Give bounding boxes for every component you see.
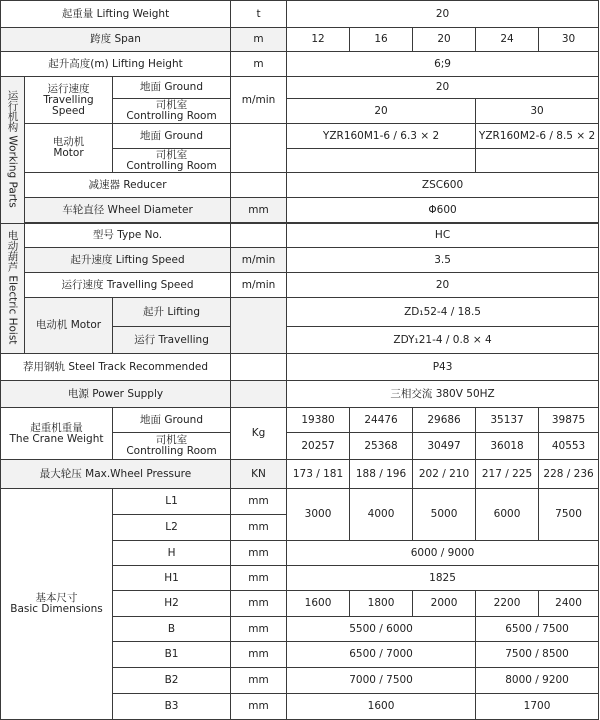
- value-cell: 39875: [539, 408, 599, 433]
- row-label: 电动机 Motor: [25, 124, 113, 173]
- unit-cell: [231, 124, 287, 173]
- sub-label: 司机室 Controlling Room: [113, 149, 231, 173]
- row-label: 最大轮压 Max.Wheel Pressure: [1, 460, 231, 489]
- row-wheel-diameter: [1, 198, 599, 223]
- row-dim-l1: [1, 489, 599, 515]
- value-cell: 20: [287, 1, 599, 28]
- unit-cell: mm: [231, 515, 287, 541]
- value-cell: 6000 / 9000: [287, 541, 599, 566]
- unit-cell: mm: [231, 541, 287, 566]
- value-cell: 35137: [476, 408, 539, 433]
- value-cell: 30: [539, 28, 599, 52]
- electric-hoist-label: 电动葫芦 Electric Hoist: [1, 224, 25, 354]
- value-cell: 1800: [350, 591, 413, 617]
- row-label: 电动机 Motor: [25, 298, 113, 354]
- sub-label: 地面 Ground: [113, 124, 231, 149]
- value-cell: 25368: [350, 433, 413, 460]
- row-lifting-weight: [1, 1, 599, 28]
- working-parts-label: 运行机构 Working Parts: [1, 77, 25, 224]
- sub-label: 司机室 Controlling Room: [113, 99, 231, 124]
- value-cell: HC: [287, 224, 599, 248]
- dim-label: H2: [113, 591, 231, 617]
- row-type-no: [1, 224, 599, 248]
- row-label: 型号 Type No.: [25, 224, 231, 248]
- unit-cell: mm: [231, 642, 287, 668]
- value-cell: [287, 149, 476, 173]
- value-cell: 7500: [539, 489, 599, 541]
- row-label: 荐用钢轨 Steel Track Recommended: [1, 354, 231, 381]
- value-cell: 6;9: [287, 52, 599, 77]
- value-cell: 4000: [350, 489, 413, 541]
- row-label: 运行速度 Travelling Speed: [25, 77, 113, 124]
- row-hoist-lifting-speed: [1, 248, 599, 273]
- row-label: 减速器 Reducer: [25, 173, 231, 198]
- value-cell: 40553: [539, 433, 599, 460]
- row-motor-ground: [1, 124, 599, 149]
- row-label: 车轮直径 Wheel Diameter: [25, 198, 231, 223]
- unit-cell: m: [231, 28, 287, 52]
- row-label: 电源 Power Supply: [1, 381, 231, 408]
- unit-cell: m/min: [231, 273, 287, 298]
- value-cell: 173 / 181: [287, 460, 350, 489]
- unit-cell: mm: [231, 566, 287, 591]
- dim-label: B2: [113, 668, 231, 694]
- unit-cell: t: [231, 1, 287, 28]
- row-label: 起重量 Lifting Weight: [1, 1, 231, 28]
- sub-label: 起升 Lifting: [113, 298, 231, 327]
- unit-cell: m/min: [231, 77, 287, 124]
- row-span: [1, 28, 599, 52]
- unit-cell: Kg: [231, 408, 287, 460]
- value-cell: 2000: [413, 591, 476, 617]
- sub-label: 运行 Travelling: [113, 327, 231, 354]
- value-cell: 1600: [287, 591, 350, 617]
- value-cell: 5500 / 6000: [287, 617, 476, 642]
- value-cell: 3.5: [287, 248, 599, 273]
- dim-label: B3: [113, 694, 231, 720]
- value-cell: 217 / 225: [476, 460, 539, 489]
- value-cell: 29686: [413, 408, 476, 433]
- value-cell: 1825: [287, 566, 599, 591]
- value-cell: 3000: [287, 489, 350, 541]
- unit-cell: [231, 381, 287, 408]
- value-cell: 30497: [413, 433, 476, 460]
- row-label: 运行速度 Travelling Speed: [25, 273, 231, 298]
- value-cell: 36018: [476, 433, 539, 460]
- row-label: 起重机重量 The Crane Weight: [1, 408, 113, 460]
- dim-label: H: [113, 541, 231, 566]
- row-label: 起升速度 Lifting Speed: [25, 248, 231, 273]
- value-cell: [476, 149, 599, 173]
- unit-cell: KN: [231, 460, 287, 489]
- unit-cell: m: [231, 52, 287, 77]
- dim-label: B1: [113, 642, 231, 668]
- value-cell: 5000: [413, 489, 476, 541]
- row-reducer: [1, 173, 599, 198]
- row-travelling-speed-ground: [1, 77, 599, 99]
- unit-cell: mm: [231, 668, 287, 694]
- dim-label: H1: [113, 566, 231, 591]
- value-cell: ZDY₁21-4 / 0.8 × 4: [287, 327, 599, 354]
- unit-cell: [231, 298, 287, 354]
- value-cell: 6500 / 7500: [476, 617, 599, 642]
- row-wheel-pressure: [1, 460, 599, 489]
- value-cell: 6500 / 7000: [287, 642, 476, 668]
- value-cell: 19380: [287, 408, 350, 433]
- value-cell: 7000 / 7500: [287, 668, 476, 694]
- value-cell: 20: [287, 99, 476, 124]
- value-cell: 12: [287, 28, 350, 52]
- value-cell: 8000 / 9200: [476, 668, 599, 694]
- value-cell: Φ600: [287, 198, 599, 223]
- value-cell: 2200: [476, 591, 539, 617]
- unit-cell: mm: [231, 591, 287, 617]
- row-crane-weight-ground: [1, 408, 599, 433]
- value-cell: 2400: [539, 591, 599, 617]
- row-steel-track: [1, 354, 599, 381]
- value-cell: ZD₁52-4 / 18.5: [287, 298, 599, 327]
- dim-label: L2: [113, 515, 231, 541]
- dim-label: B: [113, 617, 231, 642]
- sub-label: 地面 Ground: [113, 408, 231, 433]
- sub-label: 地面 Ground: [113, 77, 231, 99]
- unit-cell: [231, 173, 287, 198]
- sub-label: 司机室 Controlling Room: [113, 433, 231, 460]
- unit-cell: m/min: [231, 248, 287, 273]
- value-cell: 1600: [287, 694, 476, 720]
- row-power-supply: [1, 381, 599, 408]
- value-cell: YZR160M2-6 / 8.5 × 2: [476, 124, 599, 149]
- value-cell: 188 / 196: [350, 460, 413, 489]
- value-cell: 20: [287, 273, 599, 298]
- value-cell: 20257: [287, 433, 350, 460]
- row-hoist-motor-lifting: [1, 298, 599, 327]
- row-label: 起升高度(m) Lifting Height: [1, 52, 231, 77]
- value-cell: 16: [350, 28, 413, 52]
- dim-label: L1: [113, 489, 231, 515]
- unit-cell: mm: [231, 694, 287, 720]
- value-cell: 24476: [350, 408, 413, 433]
- value-cell: 202 / 210: [413, 460, 476, 489]
- basic-dimensions-label: 基本尺寸 Basic Dimensions: [1, 489, 113, 720]
- unit-cell: [231, 224, 287, 248]
- unit-cell: [231, 354, 287, 381]
- value-cell: 7500 / 8500: [476, 642, 599, 668]
- value-cell: 6000: [476, 489, 539, 541]
- value-cell: P43: [287, 354, 599, 381]
- value-cell: ZSC600: [287, 173, 599, 198]
- value-cell: 1700: [476, 694, 599, 720]
- value-cell: 228 / 236: [539, 460, 599, 489]
- row-label: 跨度 Span: [1, 28, 231, 52]
- value-cell: 20: [287, 77, 599, 99]
- value-cell: YZR160M1-6 / 6.3 × 2: [287, 124, 476, 149]
- unit-cell: mm: [231, 617, 287, 642]
- row-hoist-travelling-speed: [1, 273, 599, 298]
- value-cell: 30: [476, 99, 599, 124]
- value-cell: 三相交流 380V 50HZ: [287, 381, 599, 408]
- value-cell: 20: [413, 28, 476, 52]
- unit-cell: mm: [231, 198, 287, 223]
- row-lifting-height: [1, 52, 599, 77]
- value-cell: 24: [476, 28, 539, 52]
- unit-cell: mm: [231, 489, 287, 515]
